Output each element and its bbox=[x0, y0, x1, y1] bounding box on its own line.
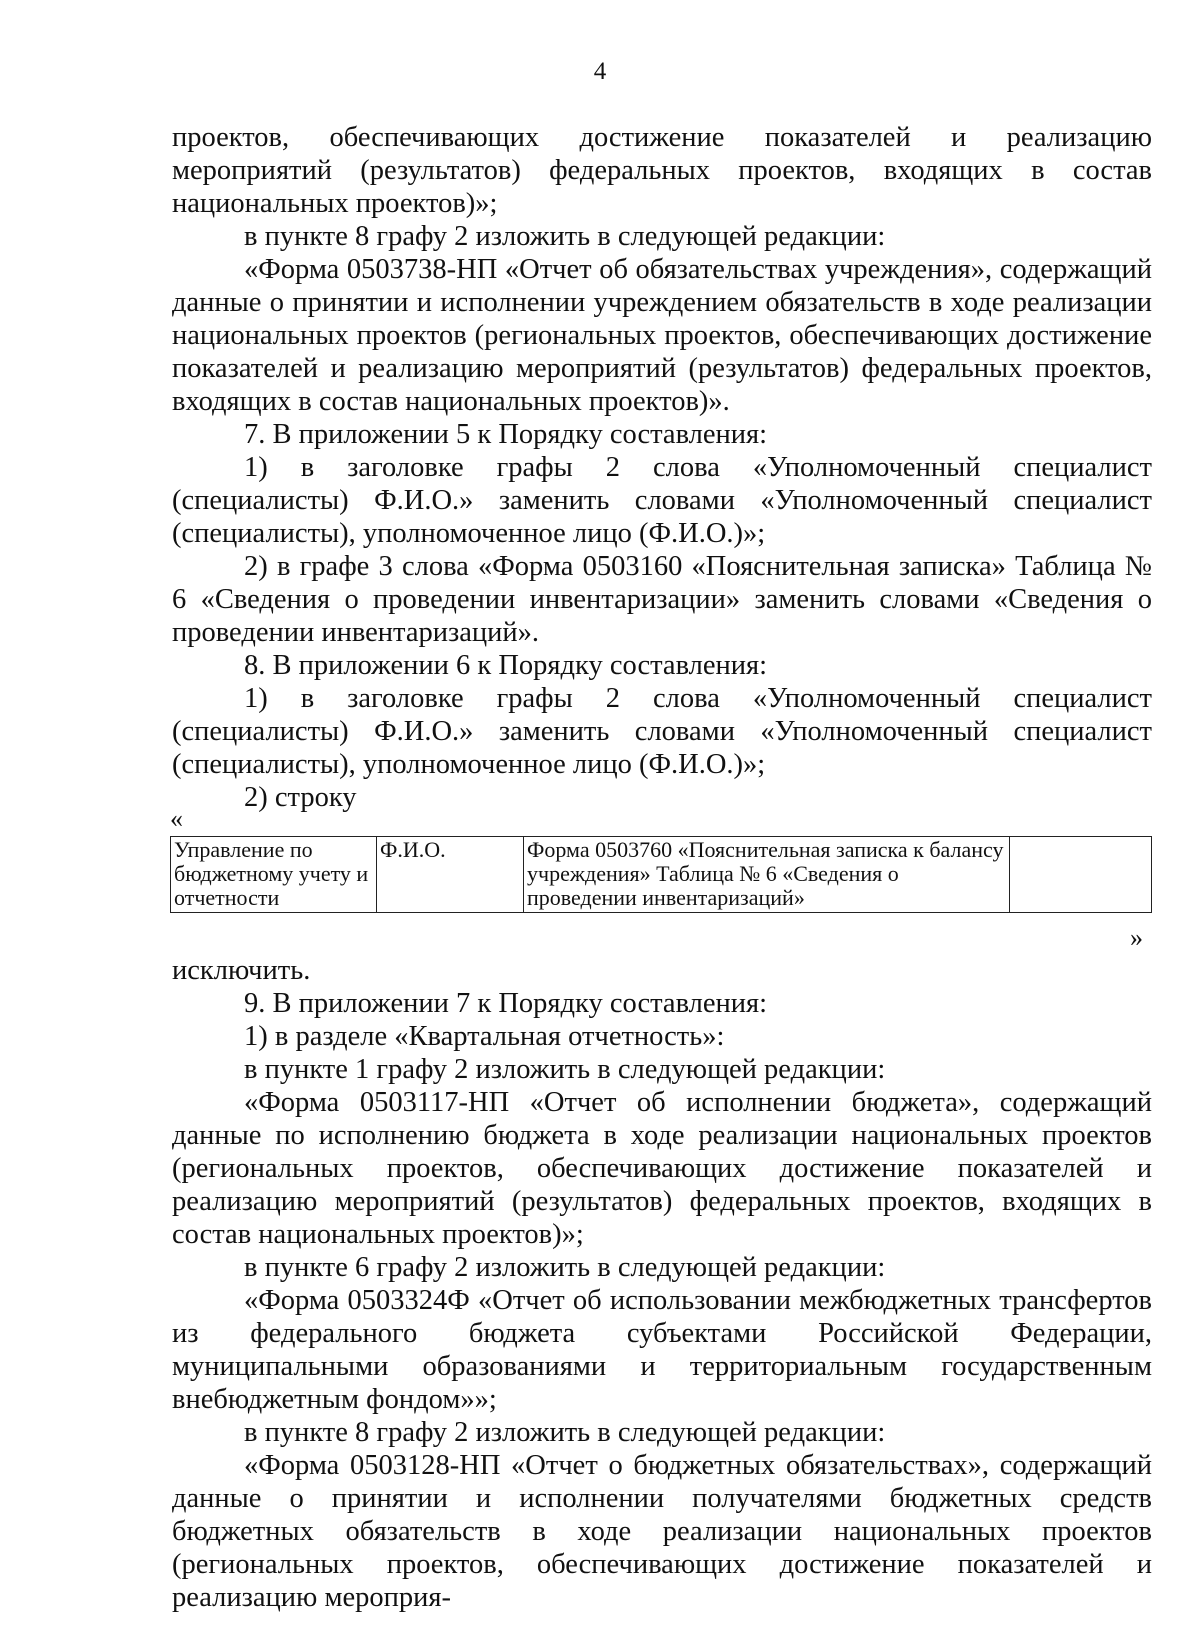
paragraph: проектов, обеспечивающих достижение показателей и реализацию мероприятий (результатов) федеральных проектов, входящих в состав национальных проектов)»; bbox=[172, 122, 1152, 219]
table-cell-form: Форма 0503760 «Пояснительная записка к балансу учреждения» Таблица № 6 «Сведения о проведении инвентаризаций» bbox=[524, 837, 1010, 913]
paragraph: в пункте 8 графу 2 изложить в следующей редакции: bbox=[244, 1417, 886, 1448]
paragraph: «Форма 0503128-НП «Отчет о бюджетных обязательствах», содержащий данные о принятии и исполнении получателями бюджетных средств бюджетных обязательств в ходе реализации национальных проектов (региональных проектов, обеспечивающих достижение показателей и реализацию мероприя- bbox=[172, 1450, 1152, 1613]
paragraph: в пункте 6 графу 2 изложить в следующей редакции: bbox=[244, 1252, 886, 1283]
paragraph: «Форма 0503117-НП «Отчет об исполнении бюджета», содержащий данные по исполнению бюджета в ходе реализации национальных проектов (региональных проектов, обеспечивающих достижение показателей и реализацию мероприятий (результатов) федеральных проектов, входящих в состав национальных проектов)»; bbox=[172, 1087, 1152, 1250]
table-cell-name: Ф.И.О. bbox=[377, 837, 524, 913]
quote-open-mark: « bbox=[170, 804, 183, 833]
paragraph: 2) в графе 3 слова «Форма 0503160 «Пояснительная записка» Таблица № 6 «Сведения о проведении инвентаризации» заменить словами «Сведения о проведении инвентаризаций». bbox=[172, 551, 1152, 648]
quote-close-mark: » bbox=[1130, 923, 1143, 952]
table-cell-department: Управление по бюджетному учету и отчетности bbox=[171, 837, 377, 913]
table-cell-empty bbox=[1010, 837, 1152, 913]
excluded-row-table bbox=[170, 836, 1152, 913]
paragraph: в пункте 1 графу 2 изложить в следующей редакции: bbox=[244, 1054, 886, 1085]
paragraph: 1) в заголовке графы 2 слова «Уполномоченный специалист (специалисты) Ф.И.О.» заменить словами «Уполномоченный специалист (специалисты), уполномоченное лицо (Ф.И.О.)»; bbox=[172, 452, 1152, 549]
text-block-top bbox=[172, 121, 1152, 814]
paragraph: 2) строку bbox=[244, 782, 357, 813]
paragraph: «Форма 0503324Ф «Отчет об использовании межбюджетных трансфертов из федерального бюджета субъектами Российской Федерации, муниципальными образованиями и территориальным государственным внебюджетным фондом»»; bbox=[172, 1285, 1152, 1415]
page-number: 4 bbox=[593, 58, 607, 85]
paragraph: 7. В приложении 5 к Порядку составления: bbox=[244, 419, 768, 450]
paragraph: исключить. bbox=[172, 955, 311, 986]
table-row bbox=[171, 837, 1152, 913]
paragraph: «Форма 0503738-НП «Отчет об обязательствах учреждения», содержащий данные о принятии и исполнении учреждением обязательств в ходе реализации национальных проектов (региональных проектов, обеспечивающих достижение показателей и реализацию мероприятий (результатов) федеральных проектов, входящих в состав национальных проектов)». bbox=[172, 254, 1152, 417]
paragraph: 1) в разделе «Квартальная отчетность»: bbox=[244, 1021, 725, 1052]
paragraph: 1) в заголовке графы 2 слова «Уполномоченный специалист (специалисты) Ф.И.О.» заменить словами «Уполномоченный специалист (специалисты), уполномоченное лицо (Ф.И.О.)»; bbox=[172, 683, 1152, 780]
text-block-bottom bbox=[172, 954, 1152, 1614]
paragraph: 8. В приложении 6 к Порядку составления: bbox=[244, 650, 768, 681]
paragraph: 9. В приложении 7 к Порядку составления: bbox=[244, 988, 768, 1019]
paragraph: в пункте 8 графу 2 изложить в следующей редакции: bbox=[244, 221, 886, 252]
